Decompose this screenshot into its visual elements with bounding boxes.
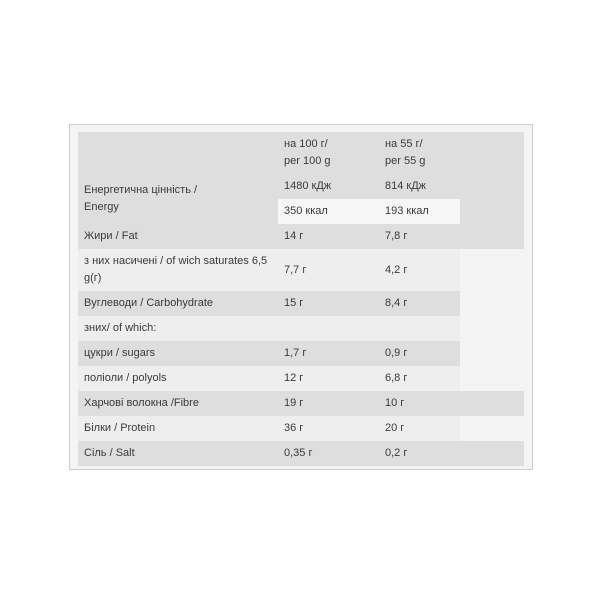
row-value-55: 0,9 г [379, 341, 460, 366]
row-value-100: 0,35 г [278, 441, 379, 466]
header-per-55 [379, 132, 524, 174]
table-row [78, 416, 524, 441]
table-row [78, 249, 524, 291]
header-per-100-line2: per 100 g [284, 155, 331, 167]
header-per-55-line1: на 55 г/ [385, 138, 423, 150]
row-label: Білки / Protein [78, 416, 278, 441]
row-value-55: 0,2 г [379, 441, 460, 466]
header-empty [78, 132, 278, 174]
row-label: цукри / sugars [78, 341, 278, 366]
energy-kcal-55: 193 ккал [379, 199, 460, 224]
header-per-100 [278, 132, 379, 174]
header-per-100-line1: на 100 г/ [284, 138, 328, 150]
table-row [78, 291, 524, 316]
row-value-100: 12 г [278, 366, 379, 391]
header-row [78, 132, 524, 174]
row-label: з них насичені / of wich saturates 6,5 g(г) [78, 249, 278, 291]
row-label: зних/ of which: [78, 316, 278, 341]
row-value-100: 1,7 г [278, 341, 379, 366]
energy-kj-100: 1480 кДж [278, 174, 379, 199]
energy-label-line2: Energy [84, 201, 119, 213]
row-value-55: 20 г [379, 416, 460, 441]
row-value-100: 14 г [278, 224, 379, 249]
energy-edge [460, 199, 524, 224]
table-row [78, 316, 524, 341]
row-label: Вуглеводи / Carbohydrate [78, 291, 278, 316]
energy-kcal-100: 350 ккал [278, 199, 379, 224]
row-value-55: 10 г [379, 391, 460, 416]
energy-row-kj [78, 174, 524, 199]
row-label: Сіль / Salt [78, 441, 278, 466]
row-label: Жири / Fat [78, 224, 278, 249]
row-value-55: 8,4 г [379, 291, 460, 316]
row-value-100 [278, 316, 379, 341]
table-row [78, 366, 524, 391]
energy-label-line1: Енергетична цінність / [84, 184, 198, 196]
row-value-55: 7,8 г [379, 224, 460, 249]
row-value-55 [379, 316, 460, 341]
row-value-100: 19 г [278, 391, 379, 416]
row-value-100: 15 г [278, 291, 379, 316]
header-per-55-line2: per 55 g [385, 155, 426, 167]
row-label: поліоли / polyols [78, 366, 278, 391]
energy-label [78, 174, 278, 224]
table-row [78, 391, 524, 416]
energy-kj-55: 814 кДж [379, 174, 524, 199]
row-label: Харчові волокна /Fibre [78, 391, 278, 416]
row-value-55: 6,8 г [379, 366, 460, 391]
row-value-100: 7,7 г [278, 249, 379, 291]
row-value-55: 4,2 г [379, 249, 460, 291]
table-row [78, 341, 524, 366]
table-row [78, 224, 524, 249]
table-row [78, 441, 524, 466]
row-value-100: 36 г [278, 416, 379, 441]
nutrition-table [78, 132, 524, 466]
